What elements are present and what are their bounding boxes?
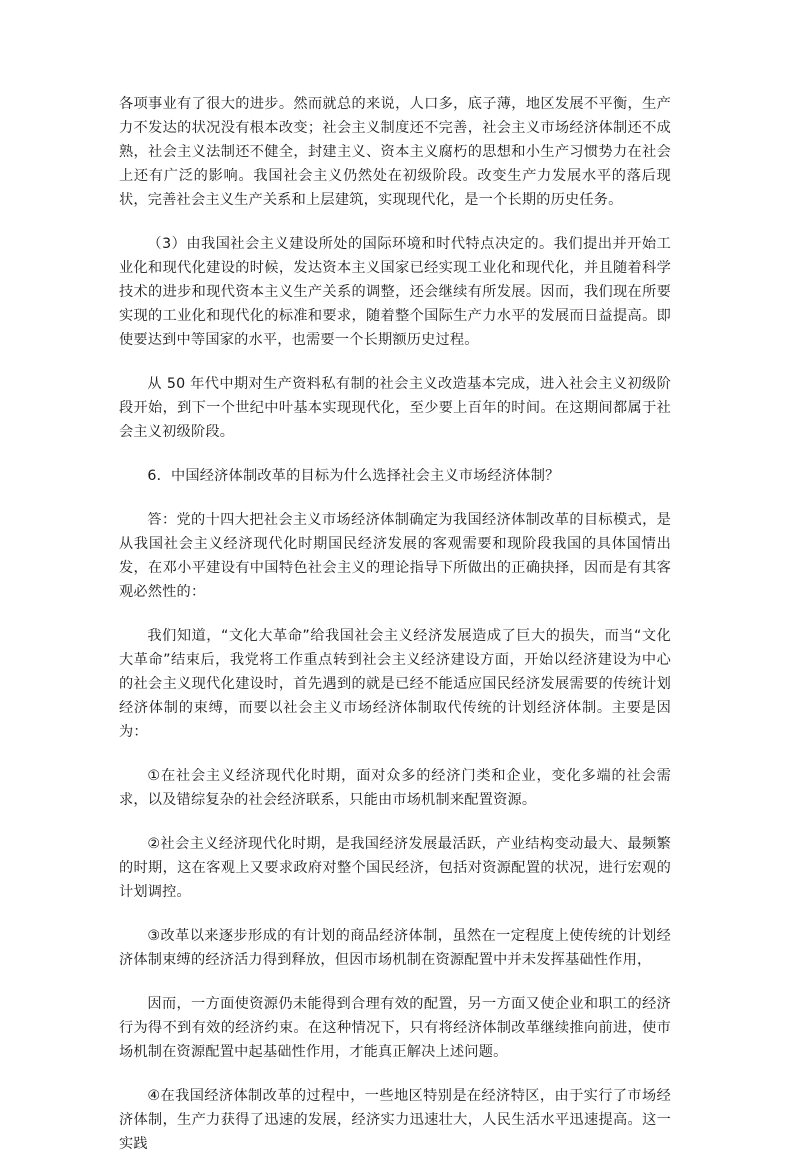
point-3-continued: 因而，一方面使资源仍未能得到合理有效的配置，另一方面又使企业和职工的经济行为得不到有效的经济约束。在这种情况下，只有将经济体制改革继续推向前进，使市场机制在资源配置中起基础性作用，才能真正解决上述问题。	[119, 996, 671, 1060]
point-1: ①在社会主义经济现代化时期，面对众多的经济门类和企业，变化多端的社会需求，以及错综复杂的社会经济联系，只能由市场机制来配置资源。	[119, 768, 671, 808]
question-heading: 6．中国经济体制改革的目标为什么选择社会主义市场经济体制？	[147, 468, 560, 484]
paragraph-primary-stage-duration: 从 50 年代中期对生产资料私有制的社会主义改造基本完成，进入社会主义初级阶段开始，到下一个世纪中叶基本实现现代化，至少要上百年的时间。在这期间都属于社会主义初级阶段。	[119, 376, 671, 440]
paragraph-international-environment: （3）由我国社会主义建设所处的国际环境和时代特点决定的。我们提出并开始工业化和现代化建设的时候，发达资本主义国家已经实现工业化和现代化，并且随着科学技术的进步和现代资本主义生产关系的调整，还会继续有所发展。因而，我们现在所要实现的工业化和现代化的标准和要求，随着整个国际生产力水平的发展而日益提高。即使要达到中等国家的水平，也需要一个长期额历史过程。	[119, 236, 671, 348]
point-4: ④在我国经济体制改革的过程中，一些地区特别是在经济特区，由于实行了市场经济体制，生产力获得了迅速的发展，经济实力迅速壮大，人民生活水平迅速提高。这一实践	[119, 1088, 671, 1152]
paragraph-cultural-revolution: 我们知道，“文化大革命”给我国社会主义经济发展造成了巨大的损失，而当“文化大革命”结束后，我党将工作重点转到社会主义经济建设方面，开始以经济建设为中心的社会主义现代化建设时，首先遇到的就是已经不能适应国民经济发展需要的传统计划经济体制的束缚，而要以社会主义市场经济体制取代传统的计划经济体制。主要是因为：	[119, 628, 671, 740]
document-page	[119, 92, 671, 1176]
paragraph-continuation: 各项事业有了很大的进步。然而就总的来说，人口多，底子薄，地区发展不平衡，生产力不发达的状况没有根本改变；社会主义制度还不完善，社会主义市场经济体制还不成熟，社会主义法制还不健全，封建主义、资本主义腐朽的思想和小生产习惯势力在社会上还有广泛的影响。我国社会主义仍然处在初级阶段。改变生产力发展水平的落后现状，完善社会主义生产关系和上层建筑，实现现代化，是一个长期的历史任务。	[119, 96, 671, 208]
answer-intro: 答：党的十四大把社会主义市场经济体制确定为我国经济体制改革的目标模式，是从我国社会主义经济现代化时期国民经济发展的客观需要和现阶段我国的具体国情出发，在邓小平建设有中国特色社会主义的理论指导下所做出的正确抉择，因而是有其客观必然性的：	[119, 512, 671, 600]
point-2: ②社会主义经济现代化时期，是我国经济发展最活跃，产业结构变动最大、最频繁的时期，这在客观上又要求政府对整个国民经济，包括对资源配置的状况，进行宏观的计划调控。	[119, 836, 671, 900]
point-3: ③改革以来逐步形成的有计划的商品经济体制，虽然在一定程度上使传统的计划经济体制束缚的经济活力得到释放，但因市场机制在资源配置中并未发挥基础性作用，	[119, 928, 671, 968]
